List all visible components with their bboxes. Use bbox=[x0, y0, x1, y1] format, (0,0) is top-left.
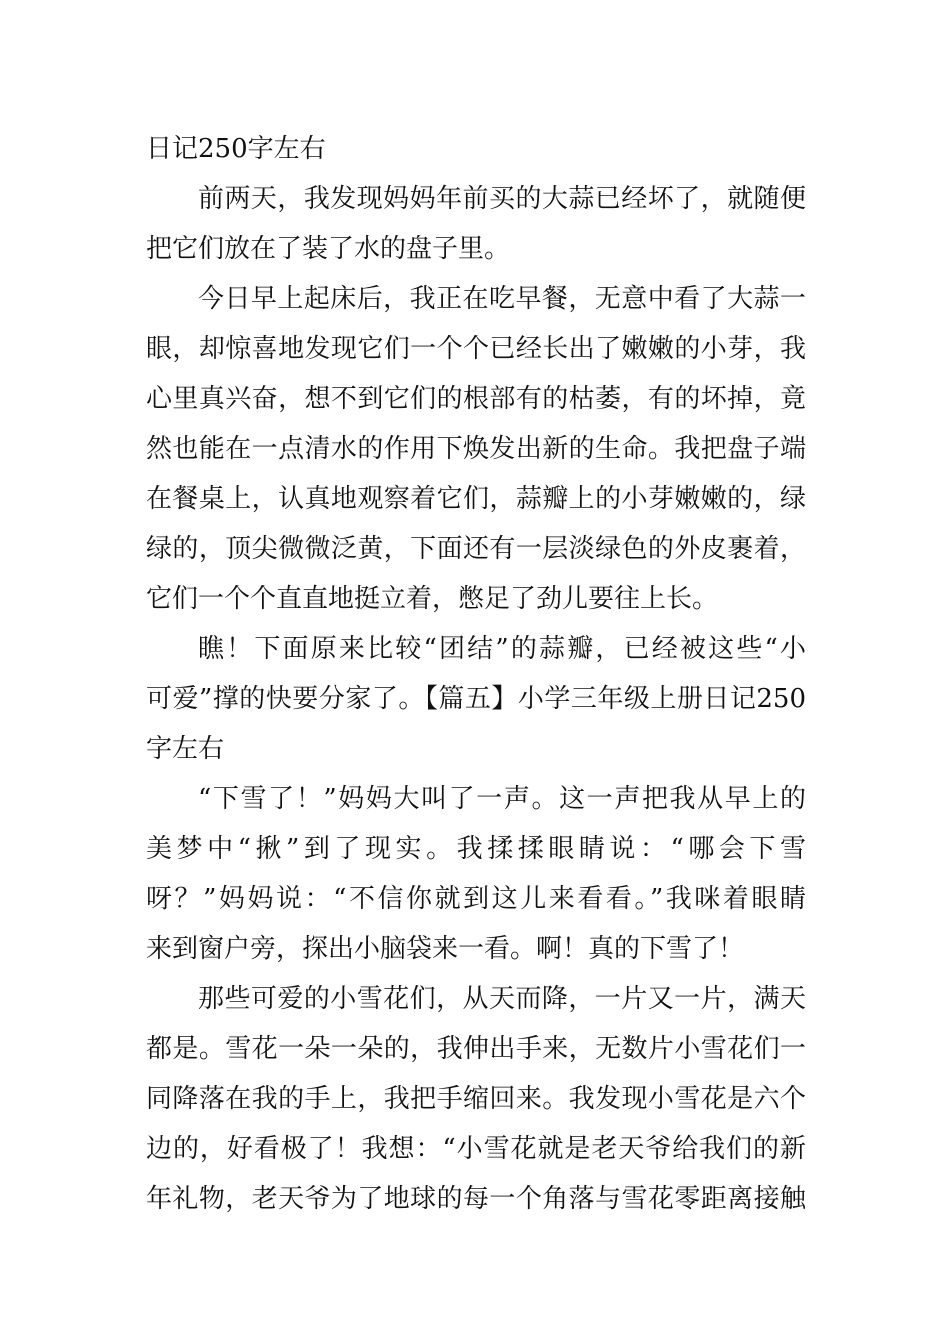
text-line: 年礼物，老天爷为了地球的每一个角落与雪花零距离接触 bbox=[146, 1184, 806, 1214]
text-line: 心里真兴奋，想不到它们的根部有的枯萎，有的坏掉，竟 bbox=[146, 384, 806, 414]
text-line: 它们一个个直直地挺立着，憋足了劲儿要往上长。 bbox=[146, 584, 719, 614]
paragraph-first-line: 那些可爱的小雪花们，从天而降，一片又一片，满天 bbox=[198, 984, 806, 1014]
paragraph-first-line: “下雪了！”妈妈大叫了一声。这一声把我从早上的 bbox=[198, 784, 806, 814]
paragraph-first-line: 今日早上起床后，我正在吃早餐，无意中看了大蒜一 bbox=[198, 284, 806, 314]
paragraph-first-line: 前两天，我发现妈妈年前买的大蒜已经坏了，就随便 bbox=[198, 184, 806, 214]
text-line: 然也能在一点清水的作用下焕发出新的生命。我把盘子端 bbox=[146, 434, 806, 464]
text-line: 可爱”撑的快要分家了。【篇五】小学三年级上册日记250 bbox=[146, 684, 806, 714]
text-line: 美梦中“揪”到了现实。我揉揉眼睛说：“哪会下雪 bbox=[146, 834, 806, 864]
text-line: 在餐桌上，认真地观察着它们，蒜瓣上的小芽嫩嫩的，绿 bbox=[146, 484, 806, 514]
text-line: 呀？”妈妈说：“不信你就到这儿来看看。”我咪着眼睛 bbox=[146, 884, 806, 914]
text-line: 把它们放在了装了水的盘子里。 bbox=[146, 234, 511, 264]
text-line: 绿的，顶尖微微泛黄，下面还有一层淡绿色的外皮裹着， bbox=[146, 534, 806, 564]
text-line: 同降落在我的手上，我把手缩回来。我发现小雪花是六个 bbox=[146, 1084, 806, 1114]
text-line: 来到窗户旁，探出小脑袋来一看。啊！真的下雪了！ bbox=[146, 934, 745, 964]
text-line: 日记250字左右 bbox=[146, 134, 326, 164]
paragraph-first-line: 瞧！下面原来比较“团结”的蒜瓣，已经被这些“小 bbox=[198, 634, 806, 664]
text-line: 边的，好看极了！我想：“小雪花就是老天爷给我们的新 bbox=[146, 1134, 806, 1164]
text-line: 都是。雪花一朵一朵的，我伸出手来，无数片小雪花们一 bbox=[146, 1034, 806, 1064]
text-line: 字左右 bbox=[146, 734, 225, 764]
text-line: 眼，却惊喜地发现它们一个个已经长出了嫩嫩的小芽，我 bbox=[146, 334, 806, 364]
